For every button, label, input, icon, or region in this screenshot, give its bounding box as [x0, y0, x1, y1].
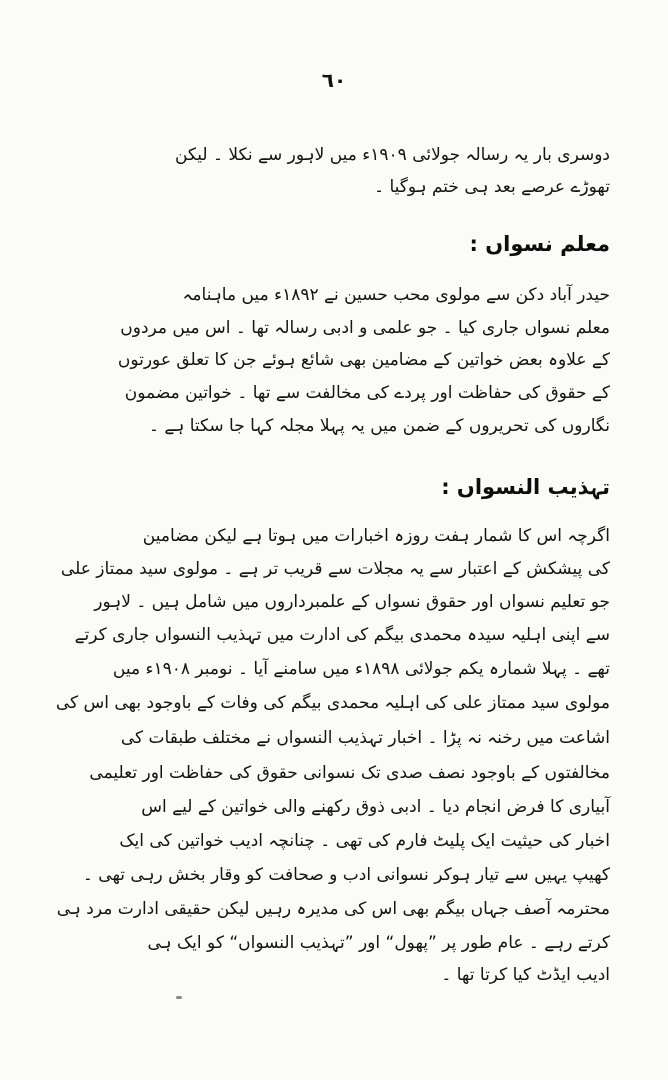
section2-line-3: جو تعلیم نسواں اور حقوق نسواں کے علمبرداروں میں شامل ہیں ۔ لاہور [94, 592, 610, 612]
section2-line-12: محترمہ آصف جہاں بیگم بھی اس کی مدیرہ رہیں لیکن حقیقی ادارت مرد ہی [56, 899, 610, 919]
section2-line-10: اخبار کی حیثیت ایک پلیٹ فارم کی تھی ۔ چنانچہ ادیب خواتین کی ایک [119, 831, 610, 851]
section2-line-4: سے اپنی اہلیہ سیدہ محمدی بیگم کی ادارت میں تہذیب النسواں جاری کرتے [74, 625, 610, 645]
section2-line-5: تھے ۔ پہلا شمارہ یکم جولائی ۱۸۹۸ء میں سامنے آیا ۔ نومبر ۱۹۰۸ء میں [112, 659, 610, 679]
section2-line-1: اگرچہ اس کا شمار ہفت روزہ اخبارات میں ہوتا ہے لیکن مضامین [142, 526, 610, 546]
page-number: ٦٠ [321, 68, 347, 92]
section1-line-2: معلم نسواں جاری کیا ۔ جو علمی و ادبی رسالہ تھا ۔ اس میں مردوں [120, 318, 610, 338]
section2-line-9: آبیاری کا فرض انجام دیا ۔ ادبی ذوق رکھنے والی خواتین کے لیے اس [141, 797, 610, 817]
section1-line-4: کے حقوق کی حفاظت اور پردے کی مخالفت سے تھا ۔ خواتین مضمون [124, 383, 610, 403]
section1-line-3: کے علاوہ بعض خواتین کے مضامین بھی شائع ہوئے جن کا تعلق عورتوں [117, 350, 610, 370]
section2-line-13: کرتے رہے ۔ عام طور پر ”پھول“ اور ”تہذیب النسواں“ کو ایک ہی [147, 933, 610, 953]
paper-speck [176, 996, 182, 999]
section2-line-2: کی پیشکش کے اعتبار سے یہ مجلات سے قریب تر ہے ۔ مولوی سید ممتاز علی [60, 559, 610, 579]
section1-line-1: حیدر آباد دکن سے مولوی محب حسین نے ۱۸۹۲ء میں ماہنامہ [182, 285, 610, 305]
section-heading-muallim-e-niswan: معلم نسواں : [469, 232, 610, 256]
section-heading-tehzeeb-un-niswan: تہذیب النسواں : [441, 475, 610, 499]
intro-line-2: تھوڑے عرصے بعد ہی ختم ہوگیا ۔ [374, 177, 610, 197]
section1-line-5: نگاروں کی تحریروں کے ضمن میں یہ پہلا مجلہ کہا جا سکتا ہے ۔ [149, 416, 610, 436]
section2-line-7: اشاعت میں رخنہ نہ پڑا ۔ اخبار تہذیب النسواں نے مختلف طبقات کی [120, 728, 610, 748]
section2-line-6: مولوی سید ممتاز علی کی اہلیہ محمدی بیگم کی وفات کے باوجود بھی اس کی [55, 693, 610, 713]
section2-line-8: مخالفتوں کے باوجود نصف صدی تک نسوانی حقوق کی حفاظت اور تعلیمی [89, 763, 610, 783]
intro-line-1: دوسری بار یہ رسالہ جولائی ۱۹۰۹ء میں لاہور سے نکلا ۔ لیکن [174, 145, 610, 165]
section2-line-11: کھیپ یہیں سے تیار ہوکر نسوانی ادب و صحافت کو وقار بخش رہی تھی ۔ [82, 865, 610, 885]
section2-line-14: ادیب ایڈٹ کیا کرتا تھا ۔ [441, 965, 610, 985]
